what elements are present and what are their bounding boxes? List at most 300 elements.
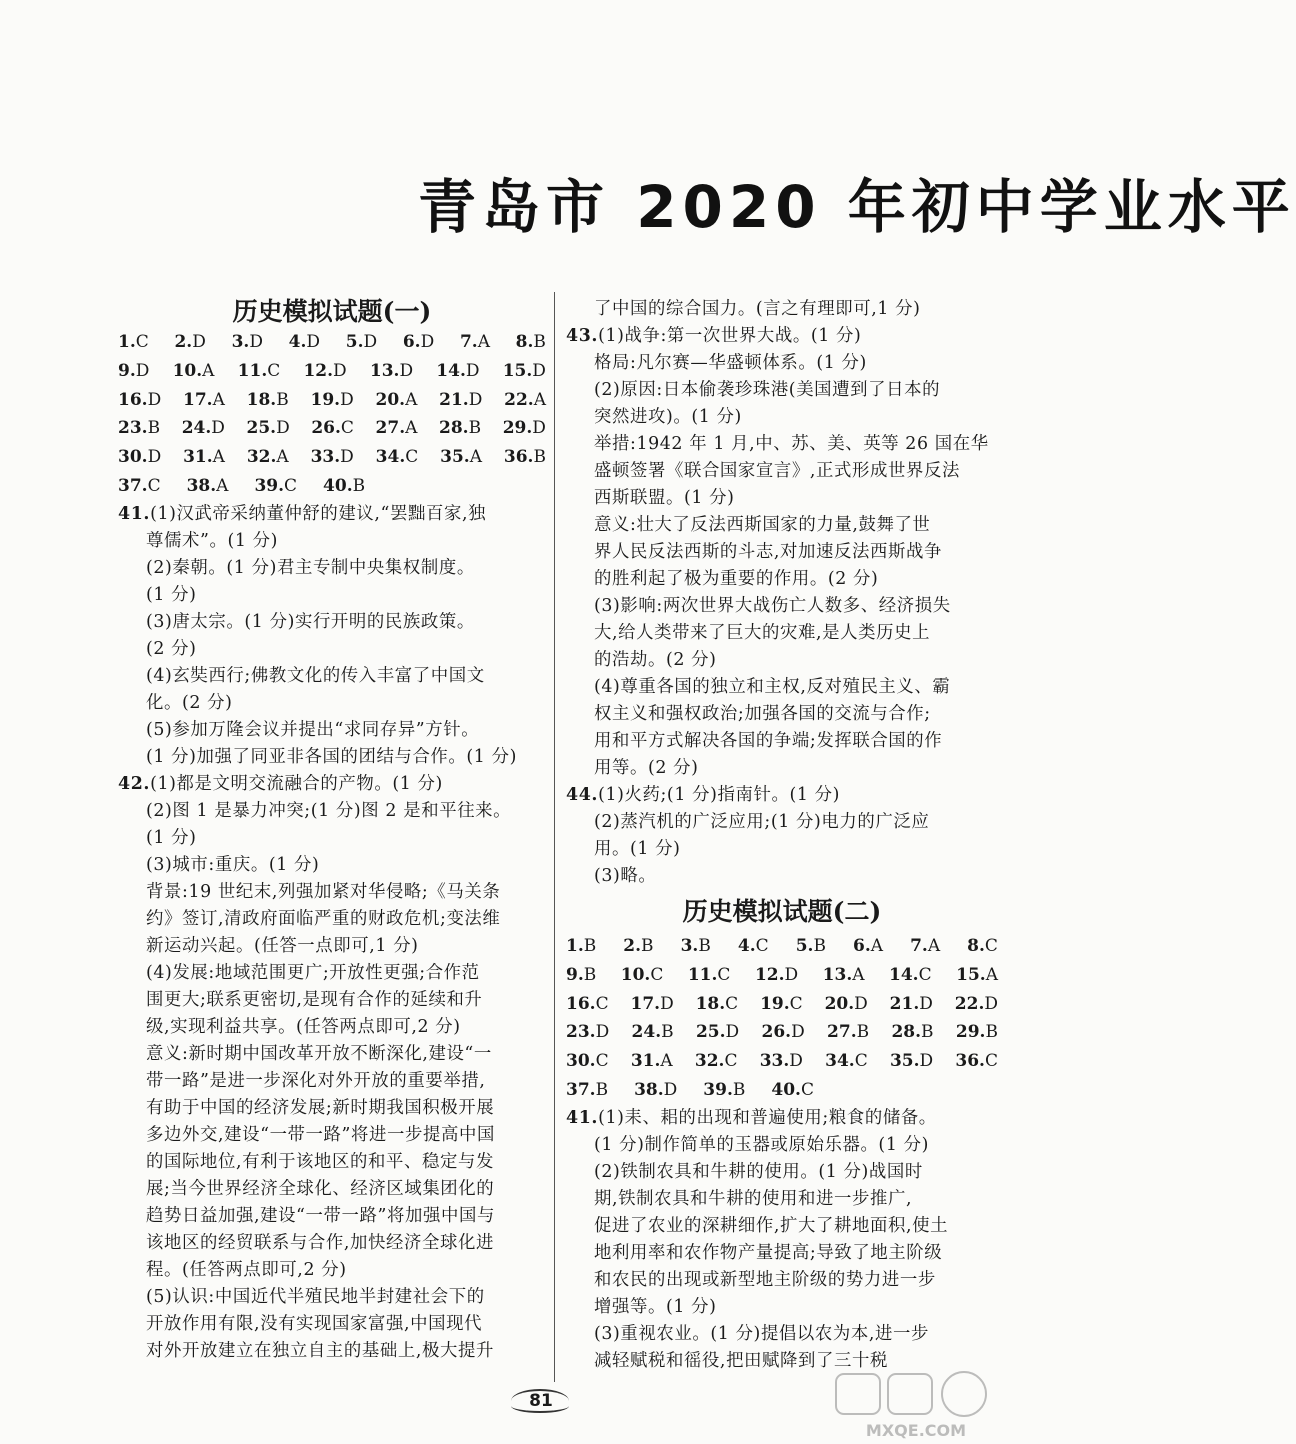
question-number: 33. <box>759 1051 790 1072</box>
answer-letter: D <box>420 332 435 352</box>
answer-line <box>118 1284 546 1311</box>
answer-line <box>566 1213 998 1240</box>
answer-line <box>566 350 998 377</box>
answer-letter: D <box>784 964 799 985</box>
answer-line <box>118 1338 546 1365</box>
question-number: 39. <box>254 475 285 496</box>
answer-letter: B <box>276 389 289 410</box>
mc-answer <box>118 443 161 472</box>
answer-letter: C <box>340 418 354 439</box>
mc-answer <box>311 414 354 443</box>
question-number: 14. <box>889 964 919 985</box>
column-divider <box>554 292 555 1382</box>
question-number: 21. <box>889 993 920 1014</box>
answer-letter: D <box>854 993 868 1014</box>
answer-line <box>118 852 546 879</box>
answer-line <box>118 1149 546 1176</box>
answer-text: (5)认识:中国近代半殖民地半封建社会下的 <box>146 1286 485 1307</box>
mc-answer <box>796 932 826 961</box>
section-title-2: 历史模拟试题(二) <box>682 897 882 926</box>
answer-line <box>118 690 546 717</box>
answer-letter: D <box>660 993 674 1014</box>
question-number: 41. <box>566 1107 599 1128</box>
answers-text-2 <box>566 1105 998 1375</box>
answer-letter: B <box>583 936 597 956</box>
question-number: 8. <box>967 936 985 956</box>
mc-answer <box>566 1047 609 1076</box>
mc-answer <box>853 932 883 961</box>
question-number: 2. <box>623 936 642 956</box>
mc-answer <box>891 1018 933 1047</box>
question-number: 17. <box>183 389 213 410</box>
question-number: 35. <box>440 447 470 468</box>
answer-letter: D <box>147 447 162 468</box>
answer-line <box>566 755 998 782</box>
question-number: 42. <box>118 773 151 794</box>
answer-text: 多边外交,建设“一带一路”将进一步提高中国 <box>146 1124 495 1145</box>
answer-letter: B <box>661 1022 674 1043</box>
answer-letter: A <box>927 936 941 956</box>
question-number: 5. <box>345 332 364 352</box>
answer-letter: D <box>135 360 150 381</box>
mc-answer <box>566 1018 609 1047</box>
answer-text: 地利用率和农作物产量提高;导致了地主阶级 <box>594 1242 943 1263</box>
mc-row <box>566 932 998 961</box>
mc-answer <box>688 961 731 990</box>
answer-line <box>566 1186 998 1213</box>
answer-letter: B <box>856 1022 870 1043</box>
answer-line <box>118 528 546 555</box>
answer-text: 有助于中国的经济发展;新时期我国积极开展 <box>146 1097 495 1118</box>
answer-line <box>118 636 546 663</box>
mc-answer <box>370 357 413 386</box>
answer-letter: D <box>211 418 225 439</box>
answer-line <box>118 1257 546 1284</box>
answer-letter: D <box>363 332 378 352</box>
mc-answer <box>889 961 932 990</box>
mc-answer <box>247 386 289 415</box>
answer-line <box>118 1095 546 1122</box>
question-number: 10. <box>620 964 651 985</box>
mc-answer <box>460 328 490 357</box>
answer-letter: D <box>595 1022 610 1043</box>
question-number: 24. <box>181 418 212 439</box>
mc-answer <box>254 472 297 501</box>
question-number: 29. <box>955 1022 986 1043</box>
question-number: 14. <box>436 360 466 381</box>
question-number: 15. <box>956 964 986 985</box>
answer-letter: B <box>147 418 161 439</box>
mc-answer <box>738 932 769 961</box>
answer-line <box>566 1132 998 1159</box>
question-number: 34. <box>825 1051 855 1072</box>
answer-line <box>118 825 546 852</box>
question-number: 40. <box>771 1079 801 1100</box>
answer-text: (5)参加万隆会议并提出“求同存异”方针。 <box>146 719 480 740</box>
mc-answer <box>118 357 149 386</box>
answer-letter: C <box>650 964 664 985</box>
mc-answer <box>760 990 803 1019</box>
mc-answer <box>634 1076 677 1105</box>
answer-letter: C <box>135 332 149 352</box>
answer-text: 了中国的综合国力。(言之有理即可,1 分) <box>594 299 921 319</box>
answers-text-1 <box>118 501 546 1365</box>
answer-text: 化。(2 分) <box>146 692 233 713</box>
answer-text: (1 分)制作简单的玉器或原始乐器。(1 分) <box>594 1134 929 1155</box>
answer-text: (3)重视农业。(1 分)提倡以农为本,进一步 <box>594 1323 929 1344</box>
answer-letter: D <box>340 447 354 468</box>
answer-text: 期,铁制农具和牛耕的使用和进一步推广, <box>594 1188 913 1209</box>
question-number: 15. <box>502 360 533 381</box>
question-number: 10. <box>172 360 203 381</box>
answer-text: 约》签订,清政府面临严重的财政危机;变法维 <box>146 908 501 929</box>
answer-text: (1)汉武帝采纳董仲舒的建议,“罢黜百家,独 <box>150 503 487 524</box>
mc-row <box>566 1018 998 1047</box>
answer-text: 界人民反法西斯的斗志,对加速反法西斯战争 <box>594 542 942 562</box>
mc-answer <box>504 443 546 472</box>
mc-answer <box>695 1047 738 1076</box>
mc-answer <box>566 932 596 961</box>
mc-answer <box>827 1018 869 1047</box>
answer-text: (2 分) <box>146 638 197 659</box>
question-number: 41. <box>118 503 151 524</box>
answer-letter: D <box>532 360 546 381</box>
answer-line <box>118 1041 546 1068</box>
question-number: 16. <box>566 993 596 1014</box>
mc-answer <box>631 1047 673 1076</box>
answer-text: (2)蒸汽机的广泛应用;(1 分)电力的广泛应 <box>594 812 930 832</box>
answer-line <box>118 717 546 744</box>
answer-line <box>566 1240 998 1267</box>
question-number: 28. <box>891 1022 922 1043</box>
answer-text: 增强等。(1 分) <box>594 1296 717 1317</box>
question-number: 30. <box>118 447 148 468</box>
answer-text: 盛顿签署《联合国家宣言》,正式形成世界反法 <box>594 461 960 481</box>
answer-letter: D <box>306 332 321 352</box>
answer-text: (1)耒、耜的出现和普遍使用;粮食的储备。 <box>598 1107 937 1128</box>
answer-letter: D <box>399 360 414 381</box>
mc-answer <box>967 932 998 961</box>
answer-letter: C <box>724 1051 738 1072</box>
answer-line <box>566 458 998 485</box>
answer-text: 大,给人类带来了巨大的灾难,是人类历史上 <box>594 623 931 643</box>
answer-line <box>118 663 546 690</box>
question-number: 37. <box>118 475 148 496</box>
mc-answer <box>118 414 160 443</box>
answer-letter: D <box>663 1079 678 1100</box>
right-column <box>566 296 998 1375</box>
answer-text: (3)略。 <box>594 866 657 886</box>
answer-line <box>566 566 998 593</box>
question-number: 27. <box>375 418 406 439</box>
question-number: 35. <box>889 1051 920 1072</box>
answer-line <box>566 539 998 566</box>
answer-letter: B <box>468 418 482 439</box>
question-number: 25. <box>695 1022 726 1043</box>
answer-text: (4)尊重各国的独立和主权,反对殖民主义、霸 <box>594 677 951 697</box>
answer-letter: D <box>789 1051 803 1072</box>
answer-letter: C <box>405 447 419 468</box>
answer-text: 展;当今世界经济全球化、经济区域集团化的 <box>146 1178 495 1199</box>
mc-answer <box>289 328 320 357</box>
question-number: 37. <box>566 1079 596 1100</box>
answer-text: (1 分) <box>146 584 197 605</box>
mc-answers-2 <box>566 932 998 1105</box>
mc-answer <box>311 386 354 415</box>
question-number: 26. <box>311 418 341 439</box>
answer-line <box>566 1321 998 1348</box>
answer-line <box>118 933 546 960</box>
question-number: 8. <box>515 332 534 352</box>
question-number: 17. <box>630 993 661 1014</box>
answer-line <box>566 512 998 539</box>
question-number: 12. <box>754 964 785 985</box>
answer-line <box>118 987 546 1014</box>
answer-line <box>118 582 546 609</box>
answer-letter: D <box>249 332 263 352</box>
mc-row <box>566 1076 998 1105</box>
mc-answer <box>118 386 161 415</box>
answer-line <box>118 1311 546 1338</box>
answer-text: 带一路”是进一步深化对外开放的重要举措, <box>146 1070 486 1091</box>
question-number: 38. <box>186 475 217 496</box>
answer-line <box>566 728 998 755</box>
mc-answer <box>566 961 596 990</box>
question-number: 1. <box>566 936 584 956</box>
answer-line <box>118 1176 546 1203</box>
answer-text: 对外开放建立在独立自主的基础上,极大提升 <box>146 1340 494 1361</box>
answer-letter: B <box>813 936 826 956</box>
mc-answers-1 <box>118 328 546 501</box>
answer-letter: C <box>918 964 932 985</box>
answer-text: (2)原因:日本偷袭珍珠港(美国遭到了日本的 <box>594 380 941 400</box>
mc-answer <box>825 990 868 1019</box>
mc-row <box>118 328 546 357</box>
page-number: 81 <box>515 1388 567 1414</box>
answer-letter: B <box>352 475 366 496</box>
question-number: 7. <box>910 936 928 956</box>
question-number: 18. <box>695 993 726 1014</box>
mc-answer <box>183 443 225 472</box>
answer-line <box>118 798 546 825</box>
question-number: 34. <box>375 447 406 468</box>
answer-text: 用等。(2 分) <box>594 758 699 778</box>
answer-text: 的国际地位,有利于该地区的和平、稳定与发 <box>146 1151 494 1172</box>
answer-line <box>118 1068 546 1095</box>
answer-line <box>566 836 998 863</box>
mc-answer <box>696 990 739 1019</box>
mc-answer <box>703 1076 745 1105</box>
answer-letter: A <box>276 447 289 468</box>
mc-answer <box>182 414 225 443</box>
answer-text: 程。(任答两点即可,2 分) <box>146 1259 347 1280</box>
question-number: 22. <box>954 993 985 1014</box>
question-number: 23. <box>118 418 148 439</box>
answer-line <box>566 782 998 809</box>
question-number: 36. <box>955 1051 985 1072</box>
question-number: 24. <box>631 1022 662 1043</box>
answer-text: (1)都是文明交流融合的产物。(1 分) <box>150 773 443 794</box>
answer-text: (1)战争:第一次世界大战。(1 分) <box>598 326 862 346</box>
answer-letter: D <box>465 360 480 381</box>
answer-letter: A <box>202 360 215 381</box>
mc-answer <box>681 932 711 961</box>
answer-letter: C <box>800 1079 814 1100</box>
question-number: 44. <box>566 785 599 805</box>
answer-text: (2)图 1 是暴力冲突;(1 分)图 2 是和平往来。 <box>146 800 512 821</box>
answer-letter: A <box>212 389 225 410</box>
mc-answer <box>173 357 215 386</box>
mc-answer <box>630 990 673 1019</box>
answer-line <box>118 1122 546 1149</box>
question-number: 11. <box>687 964 718 985</box>
question-number: 40. <box>323 475 353 496</box>
answer-letter: C <box>717 964 731 985</box>
answer-line <box>566 377 998 404</box>
question-number: 20. <box>375 389 406 410</box>
left-column <box>118 296 546 1365</box>
answer-text: 的胜利起了极为重要的作用。(2 分) <box>594 569 879 589</box>
answer-text: 减轻赋税和徭役,把田赋降到了三十税 <box>594 1350 888 1371</box>
answer-letter: A <box>477 332 490 352</box>
answer-line <box>566 863 998 890</box>
question-number: 13. <box>369 360 400 381</box>
question-number: 6. <box>853 936 871 956</box>
question-number: 43. <box>566 326 599 346</box>
answer-text: 开放作用有限,没有实现国家富强,中国现代 <box>146 1313 483 1334</box>
mc-answer <box>247 414 290 443</box>
answer-line <box>566 323 998 350</box>
answer-text: 尊儒术”。(1 分) <box>146 530 279 551</box>
answer-letter: C <box>725 993 739 1014</box>
question-number: 12. <box>303 360 334 381</box>
answer-text: 突然进攻)。(1 分) <box>594 407 742 427</box>
mc-answer <box>303 357 346 386</box>
answer-text: (3)唐太宗。(1 分)实行开明的民族政策。 <box>146 611 475 632</box>
watermark-logo <box>832 1368 1000 1444</box>
answer-letter: D <box>333 360 347 381</box>
mc-row <box>118 443 546 472</box>
answer-letter: B <box>698 936 711 956</box>
question-number: 13. <box>822 964 853 985</box>
answer-text: 举措:1942 年 1 月,中、苏、美、英等 26 国在华 <box>594 434 989 454</box>
mc-answer <box>238 357 281 386</box>
answer-line <box>118 1014 546 1041</box>
answer-letter: C <box>984 936 998 956</box>
answer-line <box>118 879 546 906</box>
question-number: 3. <box>680 936 699 956</box>
answer-text: 意义:新时期中国改革开放不断深化,建设“一 <box>146 1043 492 1064</box>
question-number: 5. <box>795 936 814 956</box>
mc-answer <box>566 990 609 1019</box>
mc-answer <box>403 328 434 357</box>
mc-answer <box>440 443 482 472</box>
question-number: 38. <box>634 1079 664 1100</box>
answer-letter: B <box>583 964 597 985</box>
answer-line <box>118 906 546 933</box>
answer-line <box>118 771 546 798</box>
mc-answer <box>187 472 229 501</box>
mc-row <box>118 414 546 443</box>
question-number: 4. <box>288 332 307 352</box>
question-number: 19. <box>310 389 341 410</box>
question-number: 20. <box>824 993 855 1014</box>
question-number: 32. <box>694 1051 725 1072</box>
answers-text-1-cont <box>566 296 998 890</box>
svg-text:MXQE.COM: MXQE.COM <box>865 1421 967 1440</box>
answer-letter: B <box>985 1022 998 1043</box>
mc-answer <box>823 961 865 990</box>
mc-answer <box>696 1018 739 1047</box>
mc-answer <box>376 443 419 472</box>
answer-line <box>566 404 998 431</box>
mc-row <box>566 990 998 1019</box>
question-number: 39. <box>703 1079 733 1100</box>
mc-answer <box>566 1076 608 1105</box>
question-number: 29. <box>502 418 533 439</box>
mc-answer <box>376 414 418 443</box>
question-number: 6. <box>402 332 421 352</box>
question-number: 18. <box>246 389 277 410</box>
answer-text: 新运动兴起。(任答一点即可,1 分) <box>146 935 419 956</box>
answer-line <box>566 809 998 836</box>
mc-answer <box>621 961 664 990</box>
mc-answer <box>503 414 546 443</box>
answer-letter: D <box>532 418 546 439</box>
answer-line <box>118 1230 546 1257</box>
question-number: 4. <box>737 936 756 956</box>
answer-text: (2)铁制农具和牛耕的使用。(1 分)战国时 <box>594 1161 923 1182</box>
question-number: 31. <box>630 1051 661 1072</box>
answer-text: 该地区的经贸联系与合作,加快经济全球化进 <box>146 1232 494 1253</box>
mc-answer <box>623 932 653 961</box>
question-number: 16. <box>118 389 148 410</box>
mc-answer <box>762 1018 805 1047</box>
answer-letter: C <box>854 1051 868 1072</box>
answer-letter: B <box>533 447 546 468</box>
mc-answer <box>825 1047 868 1076</box>
answer-letter: B <box>641 936 654 956</box>
answer-text: (3)影响:两次世界大战伤亡人数多、经济损失 <box>594 596 951 616</box>
answer-line <box>566 1159 998 1186</box>
mc-answer <box>232 328 263 357</box>
answer-text: (1 分) <box>146 827 197 848</box>
answer-letter: D <box>919 1051 934 1072</box>
answer-line <box>566 431 998 458</box>
answer-text: 促进了农业的深耕细作,扩大了耕地面积,使土 <box>594 1215 949 1236</box>
question-number: 9. <box>566 964 584 985</box>
mc-answer <box>376 386 418 415</box>
answer-letter: D <box>147 389 162 410</box>
answer-line <box>566 1105 998 1132</box>
mc-answer <box>118 328 149 357</box>
mc-row <box>118 386 546 415</box>
answer-text: 权主义和强权政治;加强各国的交流与合作; <box>594 704 931 724</box>
answer-letter: C <box>147 475 161 496</box>
answer-letter: D <box>725 1022 740 1043</box>
answer-letter: A <box>212 447 225 468</box>
mc-answer <box>503 357 546 386</box>
answer-line <box>118 501 546 528</box>
answer-letter: A <box>533 389 546 410</box>
answer-letter: C <box>284 475 298 496</box>
answer-line <box>566 296 998 323</box>
mc-answer <box>755 961 798 990</box>
mc-row <box>118 357 546 386</box>
answer-text: 用和平方式解决各国的争端;发挥联合国的作 <box>594 731 943 751</box>
answer-letter: A <box>405 418 418 439</box>
answer-letter: B <box>533 332 546 352</box>
